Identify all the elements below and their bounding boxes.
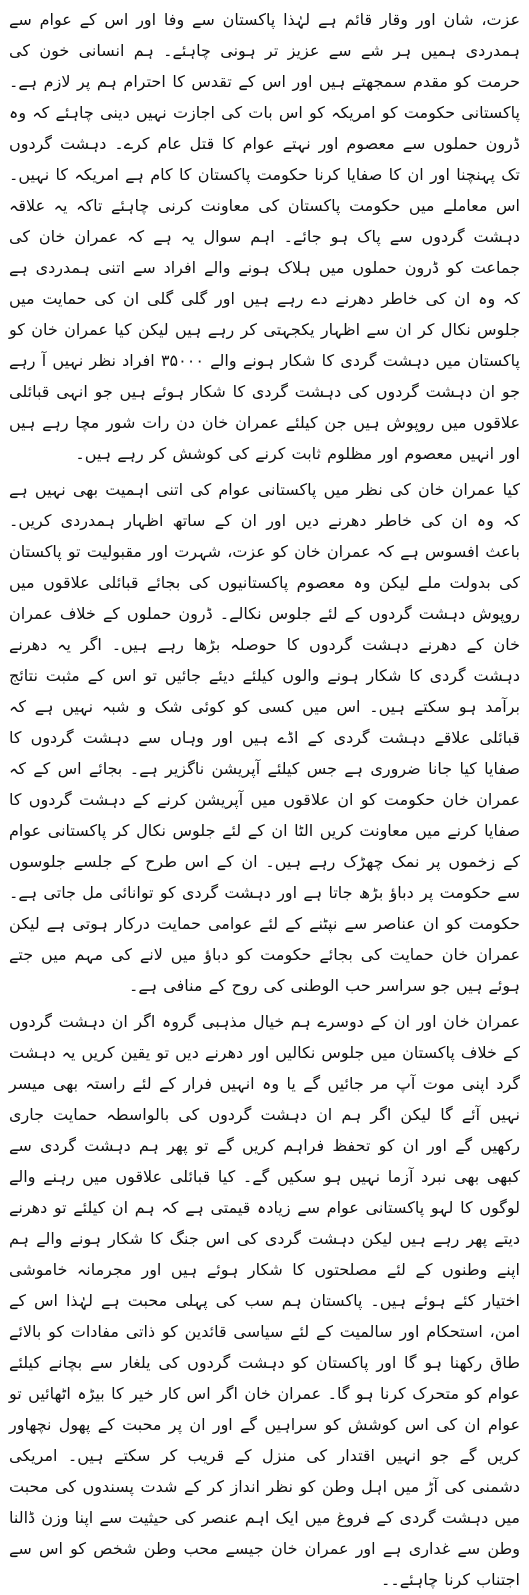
article-paragraph-2: کیا عمران خان کی نظر میں پاکستانی عوام کی اتنی اہمیت بھی نہیں ہے کہ وہ ان کی خاطر دھرنے دیں اور ان کے ساتھ اظہار ہمدردی کریں۔ باعث افسوس ہے کہ عمران خان کو عزت، شہرت اور مقبولیت تو پاکستان کی بدولت ملے لیکن وہ معصوم پاکستانیوں کی بجائے قبائلی علاقوں میں روپوش دہشت گردوں کے لئے جلوس نکالے۔ ڈرون حملوں کے خلاف عمران خان کے دھرنے دہشت گردوں کا حوصلہ بڑھا رہے ہیں۔ اگر یہ دھرنے دہشت گردی کا شکار ہونے والوں کیلئے دیئے جائیں تو اس کے مثبت نتائج برآمد ہو سکتے ہیں۔ اس میں کسی کو کوئی شک و شبہ نہیں ہے کہ قبائلی علاقے دہشت گردی کے اڈے ہیں اور وہاں سے دہشت گردوں کا صفایا کیا جانا ضروری ہے جس کیلئے آپریشن ناگزیر ہے۔ بجائے اس کے کہ عمران خان حکومت کو ان علاقوں میں آپریشن کرنے کے دہشت گردوں کا صفایا کرنے میں معاونت کریں الٹا ان کے لئے جلوس نکال کر پاکستانی عوام کے زخموں پر نمک چھڑک رہے ہیں۔ ان کے اس طرح کے جلسے جلوسوں سے حکومت پر دباؤ بڑھ جاتا ہے اور دہشت گردی کو توانائی مل جاتی ہے۔ حکومت کو ان عناصر سے نپٹنے کے لئے عوامی حمایت درکار ہوتی ہے لیکن عمران خان حمایت کی بجائے حکومت کو دباؤ میں لانے کی مہم میں جتے ہوئے ہیں جو سراسر حب الوطنی کی روح کے منافی ہے۔ <box>9 480 520 995</box>
urdu-article <box>9 4 520 1595</box>
article-paragraph-1: عزت، شان اور وقار قائم ہے لہٰذا پاکستان سے وفا اور اس کے عوام سے ہمدردی ہمیں ہر شے سے عزیز تر ہونی چاہئے۔ ہم انسانی خون کی حرمت کو مقدم سمجھتے ہیں اور اس کے تقدس کا احترام ہم پر لازم ہے۔ پاکستانی حکومت کو امریکہ کو اس بات کی اجازت نہیں دینی چاہئے کہ وہ ڈرون حملوں سے معصوم اور نہتے عوام کا قتل عام کرے۔ دہشت گردوں تک پہنچنا اور ان کا صفایا کرنا حکومت پاکستان کا کام ہے امریکہ کا نہیں۔ اس معاملے میں حکومت پاکستان کی معاونت کرنی چاہئے تاکہ یہ علاقہ دہشت گردوں سے پاک ہو جائے۔ اہم سوال یہ ہے کہ عمران خان کی جماعت کو ڈرون حملوں میں ہلاک ہونے والے افراد سے اتنی ہمدردی ہے کہ وہ ان کی خاطر دھرنے دے رہے ہیں اور گلی گلی ان کی حمایت میں جلوس نکال کر ان سے اظہار یکجہتی کر رہے ہیں لیکن کیا عمران خان کو پاکستان میں دہشت گردی کا شکار ہونے والے ۳۵۰۰۰ افراد نظر نہیں آ رہے جو ان دہشت گردوں کی دہشت گردی کا شکار ہوئے ہیں جو انہی قبائلی علاقوں میں روپوش ہیں جن کیلئے عمران خان دن رات شور مچا رہے ہیں اور انہیں معصوم اور مظلوم ثابت کرنے کی کوشش کر رہے ہیں۔ <box>9 10 521 463</box>
article-paragraph-3: عمران خان اور ان کے دوسرے ہم خیال مذہبی گروہ اگر ان دہشت گردوں کے خلاف پاکستان میں جلوس نکالیں اور دھرنے دیں تو یقین کریں یہ دہشت گرد اپنی موت آپ مر جائیں گے یا وہ انہیں فرار کے لئے راستہ بھی میسر نہیں آئے گا لیکن اگر ہم ان دہشت گردوں کی بالواسطہ حمایت جاری رکھیں گے اور ان کو تحفظ فراہم کریں گے تو پھر ہم دہشت گردی سے کبھی بھی نبرد آزما نہیں ہو سکیں گے۔ کیا قبائلی علاقوں میں رہنے والے لوگوں کا لہو پاکستانی عوام سے زیادہ قیمتی ہے کہ ہم ان کیلئے تو دھرنے دیتے پھر رہے ہیں لیکن دہشت گردی کی اس جنگ کا شکار ہونے والے ہم اپنے وطنوں کے لئے مصلحتوں کا شکار ہوئے ہیں اور مجرمانہ خاموشی اختیار کئے ہوئے ہیں۔ پاکستان ہم سب کی پہلی محبت ہے لہٰذا اس کے امن، استحکام اور سالمیت کے لئے سیاسی قائدین کو ذاتی مفادات کو بالائے طاق رکھنا ہو گا اور پاکستان کو دہشت گردوں کی یلغار سے بچانے کیلئے عوام کو متحرک کرنا ہو گا۔ عمران خان اگر اس کار خیر کا بیڑہ اٹھائیں تو عوام ان کی اس کوشش کو سراہیں گے اور ان پر محبت کے پھول نچھاور کریں گے جو انہیں اقتدار کی منزل کے قریب کر سکتے ہیں۔ امریکی دشمنی کی آڑ میں اہل وطن کو نظر انداز کر کے شدت پسندوں کی محبت میں دہشت گردی کے فروغ میں ایک اہم عنصر کی حیثیت سے اپنا وزن ڈالنا وطن سے غداری ہے اور عمران خان جیسے محب وطن شخص کو اس سے اجتناب کرنا چاہئے۔۔ <box>9 1012 520 1589</box>
